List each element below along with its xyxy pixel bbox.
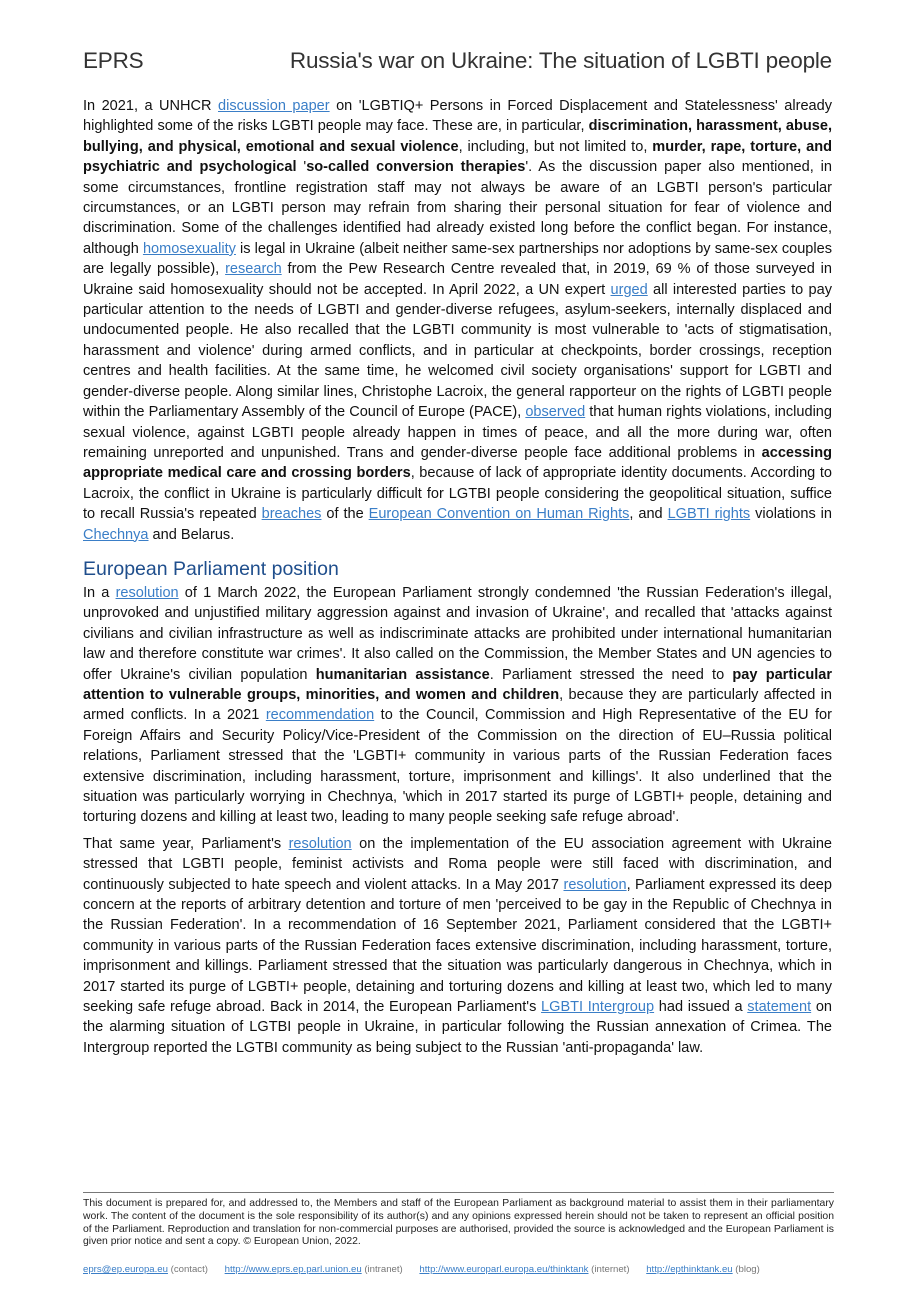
page-header [83, 48, 832, 82]
text-run: of 1 March 2022, the European Parliament strongly condemned 'the Russian Federation's illegal, unprovoked and unjustified military aggression against and invasion of Ukraine', and recalled that 'attacks against civilians and civilian infrastructure as well as indiscriminate attacks are prohibited under international humanitarian law and therefore constitute war crimes'. It also called on the Commission, the Member States and UN agencies to offer Ukraine's civilian population [83, 584, 832, 683]
link-lgbti-rights[interactable]: LGBTI rights [667, 506, 751, 523]
link-resolution-association[interactable]: resolution [288, 835, 352, 852]
text-run: '. As the discussion paper also mentioned, in some circumstances, frontline registration staff may not always be aware of an LGBTI person's particular circumstances, or an LGBTI person may refrain from sharing their personal situation for fear of violence and discrimination. Some of the challenges identified had already existed long before the conflict began. For instance, although [83, 159, 832, 257]
text-run: on 'LGBTIQ+ Persons in Forced Displacement and Statelessness' already highlighted some of the risks LGBTI people may face. These are, in particular, [83, 98, 832, 135]
text-run: is legal in Ukraine (albeit neither same-sex partnerships nor adoptions by same-sex couples are legally possible), [83, 240, 832, 278]
footer-note: (blog) [735, 1264, 760, 1275]
text-run: and Belarus. [148, 526, 235, 543]
text-run: , because they are particularly affected in armed conflicts. In a 2021 [83, 686, 832, 724]
link-discussion-paper[interactable]: discussion paper [218, 98, 330, 114]
bold-text: accessing appropriate medical care and crossing borders [83, 444, 832, 482]
header-document-title: Russia's war on Ukraine: The situation of LGBTI people [289, 48, 832, 73]
text-run: In 2021, a UNHCR [83, 98, 219, 114]
footer-link-blog[interactable]: http://epthinktank.eu [646, 1264, 733, 1275]
bold-text: pay particular attention to vulnerable groups, minorities, and women and children [83, 666, 832, 703]
text-run: In a [83, 584, 116, 601]
text-run: all interested parties to pay particular attention to the needs of LGBTI and gender-diverse refugees, asylum-seekers, internally displaced and undocumented people. He also recalled that the LGBTI community is most vulnerable to 'acts of stigmatisation, harassment and violence' during armed conflicts, and in particular at checkpoints, border crossings, reception centres and health facilities. At the same time, he welcomed civil society organisations' support for LGBTI and gender-diverse people. Along similar lines, Christophe Lacroix, the general rapporteur on the rights of LGBTI people within the Parliamentary Assembly of the Council of Europe (PACE), [83, 281, 832, 421]
link-research[interactable]: research [225, 261, 282, 278]
footer-note: (contact) [170, 1264, 208, 1275]
paragraph-ep-resolution [83, 583, 832, 828]
main-content [83, 96, 832, 1064]
text-run: ' [296, 159, 307, 176]
text-run: . Parliament stressed the need to [489, 666, 733, 683]
bold-text: humanitarian assistance [315, 666, 490, 683]
footer-divider [83, 1192, 834, 1193]
bold-text: so-called conversion therapies [306, 159, 526, 176]
footer-link-intranet[interactable]: http://www.eprs.ep.parl.union.eu [224, 1264, 362, 1275]
footer-note: (internet) [591, 1264, 630, 1275]
link-statement[interactable]: statement [747, 999, 812, 1016]
footer-links [83, 1264, 834, 1275]
link-breaches[interactable]: breaches [261, 506, 322, 523]
text-run: , including, but not limited to, [458, 138, 653, 155]
link-urged[interactable]: urged [610, 281, 648, 298]
text-run: , Parliament expressed its deep concern at the reports of arbitrary detention and torture of men 'perceived to be gay in the Republic of Chechnya in the Russian Federation'. In a recommendation of 16 September 2021, Parliament considered that the LGBTI+ community in various parts of the Russian Federation faces extensive discrimination, including harassment, torture, imprisonment and killings. Parliament stressed that the situation was particularly dangerous in Chechnya, which in 2017 started its purge of LGBTI+ people, detaining and torturing dozens and killing at least two, which led to many seeking safe refuge abroad. Back in 2014, the European Parliament's [83, 876, 832, 1016]
link-resolution-2022[interactable]: resolution [115, 584, 179, 601]
section-heading: European Parliament position [83, 557, 339, 580]
text-run: that human rights violations, including sexual violence, against LGBTI people already happen in times of peace, and all the more during war, often remaining unreported and unpunished. Trans and gender-diverse people face additional problems in [83, 404, 832, 461]
text-run: on the alarming situation of LGTBI people in Ukraine, in particular following the Russian annexation of Crimea. The Intergroup reported the LGTBI community as being subject to the Russian 'anti-propaganda' law. [83, 999, 833, 1056]
text-run: on the implementation of the EU association agreement with Ukraine stressed that LGBTI people, feminist activists and Roma people were still faced with discrimination, and continuously subjected to hate speech and violent attacks. In a May 2017 [83, 835, 833, 893]
paragraph-unhcr [83, 96, 832, 545]
text-run: , and [629, 506, 668, 523]
link-echr[interactable]: European Convention on Human Rights [368, 506, 630, 523]
link-homosexuality[interactable]: homosexuality [142, 240, 236, 257]
footer-link-internet[interactable]: http://www.europarl.europa.eu/thinktank [419, 1264, 589, 1275]
text-run: That same year, Parliament's [83, 835, 289, 852]
footer-note: (intranet) [364, 1264, 403, 1275]
footer-disclaimer: This document is prepared for, and addressed to, the Members and staff of the European Parliament as background material to assist them in their parliamentary work. The content of the document is the sole responsibility of its author(s) and any opinions expressed herein should not be taken to represent an official position of the Parliament. Reproduction and translation for non-commercial purposes are authorised, provided the source is acknowledged and the European Parliament is given prior notice and sent a copy. © European Union, 2022. [83, 1198, 834, 1248]
text-run: of the [321, 506, 369, 523]
text-run: from the Pew Research Centre revealed that, in 2019, 69 % of those surveyed in Ukraine said homosexuality should not be accepted. In April 2022, a UN expert [83, 261, 832, 298]
link-observed[interactable]: observed [525, 404, 586, 421]
paragraph-association-agreement [83, 834, 832, 1058]
text-run: had issued a [654, 999, 748, 1016]
bold-text: discrimination, harassment, abuse, bullying, and physical, emotional and sexual violence [83, 118, 833, 155]
footer-link-contact[interactable]: eprs@ep.europa.eu [83, 1264, 168, 1275]
link-recommendation[interactable]: recommendation [265, 707, 375, 724]
text-run: , because of lack of appropriate identity documents. According to Lacroix, the conflict in Ukraine is particularly difficult for LGTBI people considering the geopolitical situation, suffice to recall Russia's repeated [83, 465, 832, 523]
bold-text: murder, rape, torture, and psychiatric and psychological [83, 138, 832, 176]
header-publisher: EPRS [83, 48, 144, 73]
text-run: to the Council, Commission and High Representative of the EU for Foreign Affairs and Security Policy/Vice-President of the Commission on the direction of EU–Russia political relations, Parliament stressed that the 'LGBTI+ community in various parts of the Russian Federation faces extensive discrimination, including harassment, torture, imprisonment and killings'. It also underlined that the situation was particularly worrying in Chechnya, 'which in 2017 started its purge of LGBTI+ people, detaining and torturing dozens and killing at least two, leading to many people seeking safe refuge abroad'. [83, 707, 832, 826]
link-lgbti-intergroup[interactable]: LGBTI Intergroup [541, 999, 655, 1016]
link-chechnya[interactable]: Chechnya [83, 526, 149, 543]
link-resolution-2017[interactable]: resolution [563, 876, 627, 893]
text-run: violations in [750, 506, 833, 523]
